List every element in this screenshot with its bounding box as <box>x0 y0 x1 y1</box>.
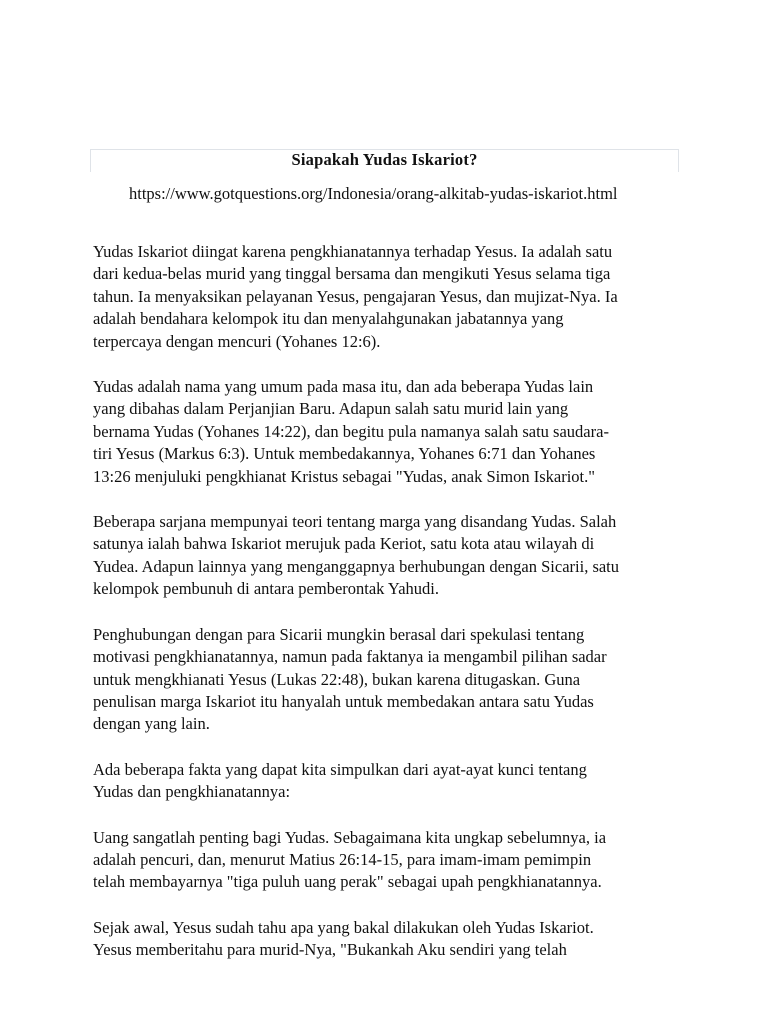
text-line: dari kedua-belas murid yang tinggal bersama dan mengikuti Yesus selama tiga <box>93 264 611 284</box>
text-line: motivasi pengkhianatannya, namun pada faktanya ia mengambil pilihan sadar <box>93 647 607 667</box>
text-line: adalah bendahara kelompok itu dan menyalahgunakan jabatannya yang <box>93 309 564 329</box>
document-body <box>93 241 683 985</box>
text-line: adalah pencuri, dan, menurut Matius 26:14-15, para imam-imam pemimpin <box>93 849 592 869</box>
text-line: Yudas Iskariot diingat karena pengkhianatannya terhadap Yesus. Ia adalah satu <box>93 242 613 261</box>
paragraph <box>93 241 683 353</box>
paragraph <box>93 376 683 488</box>
text-line: satunya ialah bahwa Iskariot merujuk pada Keriot, satu kota atau wilayah di <box>93 534 595 554</box>
text-line: Yesus memberitahu para murid-Nya, "Bukankah Aku sendiri yang telah <box>93 940 567 960</box>
text-line: 13:26 menjuluki pengkhianat Kristus sebagai "Yudas, anak Simon Iskariot." <box>93 466 595 486</box>
paragraph <box>93 917 683 962</box>
title-header-box <box>90 149 679 172</box>
text-line: bernama Yudas (Yohanes 14:22), dan begitu pula namanya salah satu saudara- <box>93 421 609 441</box>
text-line: Sejak awal, Yesus sudah tahu apa yang bakal dilakukan oleh Yudas Iskariot. <box>93 917 594 937</box>
text-line: yang dibahas dalam Perjanjian Baru. Adapun salah satu murid lain yang <box>93 399 569 419</box>
paragraph <box>93 624 683 736</box>
paragraph <box>93 511 683 601</box>
text-line: Beberapa sarjana mempunyai teori tentang marga yang disandang Yudas. Salah <box>93 512 617 532</box>
text-line: Yudas adalah nama yang umum pada masa itu, dan ada beberapa Yudas lain <box>93 377 594 397</box>
text-line: Ada beberapa fakta yang dapat kita simpulkan dari ayat-ayat kunci tentang <box>93 759 587 779</box>
document-title: Siapakah Yudas Iskariot? <box>291 150 478 169</box>
text-line: Yudas dan pengkhianatannya: <box>93 782 291 802</box>
text-line: telah membayarnya "tiga puluh uang perak" sebagai upah pengkhianatannya. <box>93 872 602 892</box>
text-line: dengan yang lain. <box>93 714 210 734</box>
paragraph <box>93 827 683 894</box>
text-line: Penghubungan dengan para Sicarii mungkin berasal dari spekulasi tentang <box>93 624 585 644</box>
text-line: terpercaya dengan mencuri (Yohanes 12:6). <box>93 331 381 351</box>
text-line: kelompok pembunuh di antara pemberontak Yahudi. <box>93 579 439 599</box>
text-line: Uang sangatlah penting bagi Yudas. Sebagaimana kita ungkap sebelumnya, ia <box>93 827 607 847</box>
text-line: tiri Yesus (Markus 6:3). Untuk membedakannya, Yohanes 6:71 dan Yohanes <box>93 444 596 464</box>
text-line: tahun. Ia menyaksikan pelayanan Yesus, pengajaran Yesus, dan mujizat-Nya. Ia <box>93 286 618 306</box>
text-line: untuk mengkhianati Yesus (Lukas 22:48), bukan karena ditugaskan. Guna <box>93 669 581 689</box>
text-line: penulisan marga Iskariot itu hanyalah untuk membedakan antara satu Yudas <box>93 691 594 711</box>
paragraph <box>93 759 683 804</box>
text-line: Yudea. Adapun lainnya yang menganggapnya berhubungan dengan Sicarii, satu <box>93 556 620 576</box>
source-url: https://www.gotquestions.org/Indonesia/orang-alkitab-yudas-iskariot.html <box>129 184 618 203</box>
